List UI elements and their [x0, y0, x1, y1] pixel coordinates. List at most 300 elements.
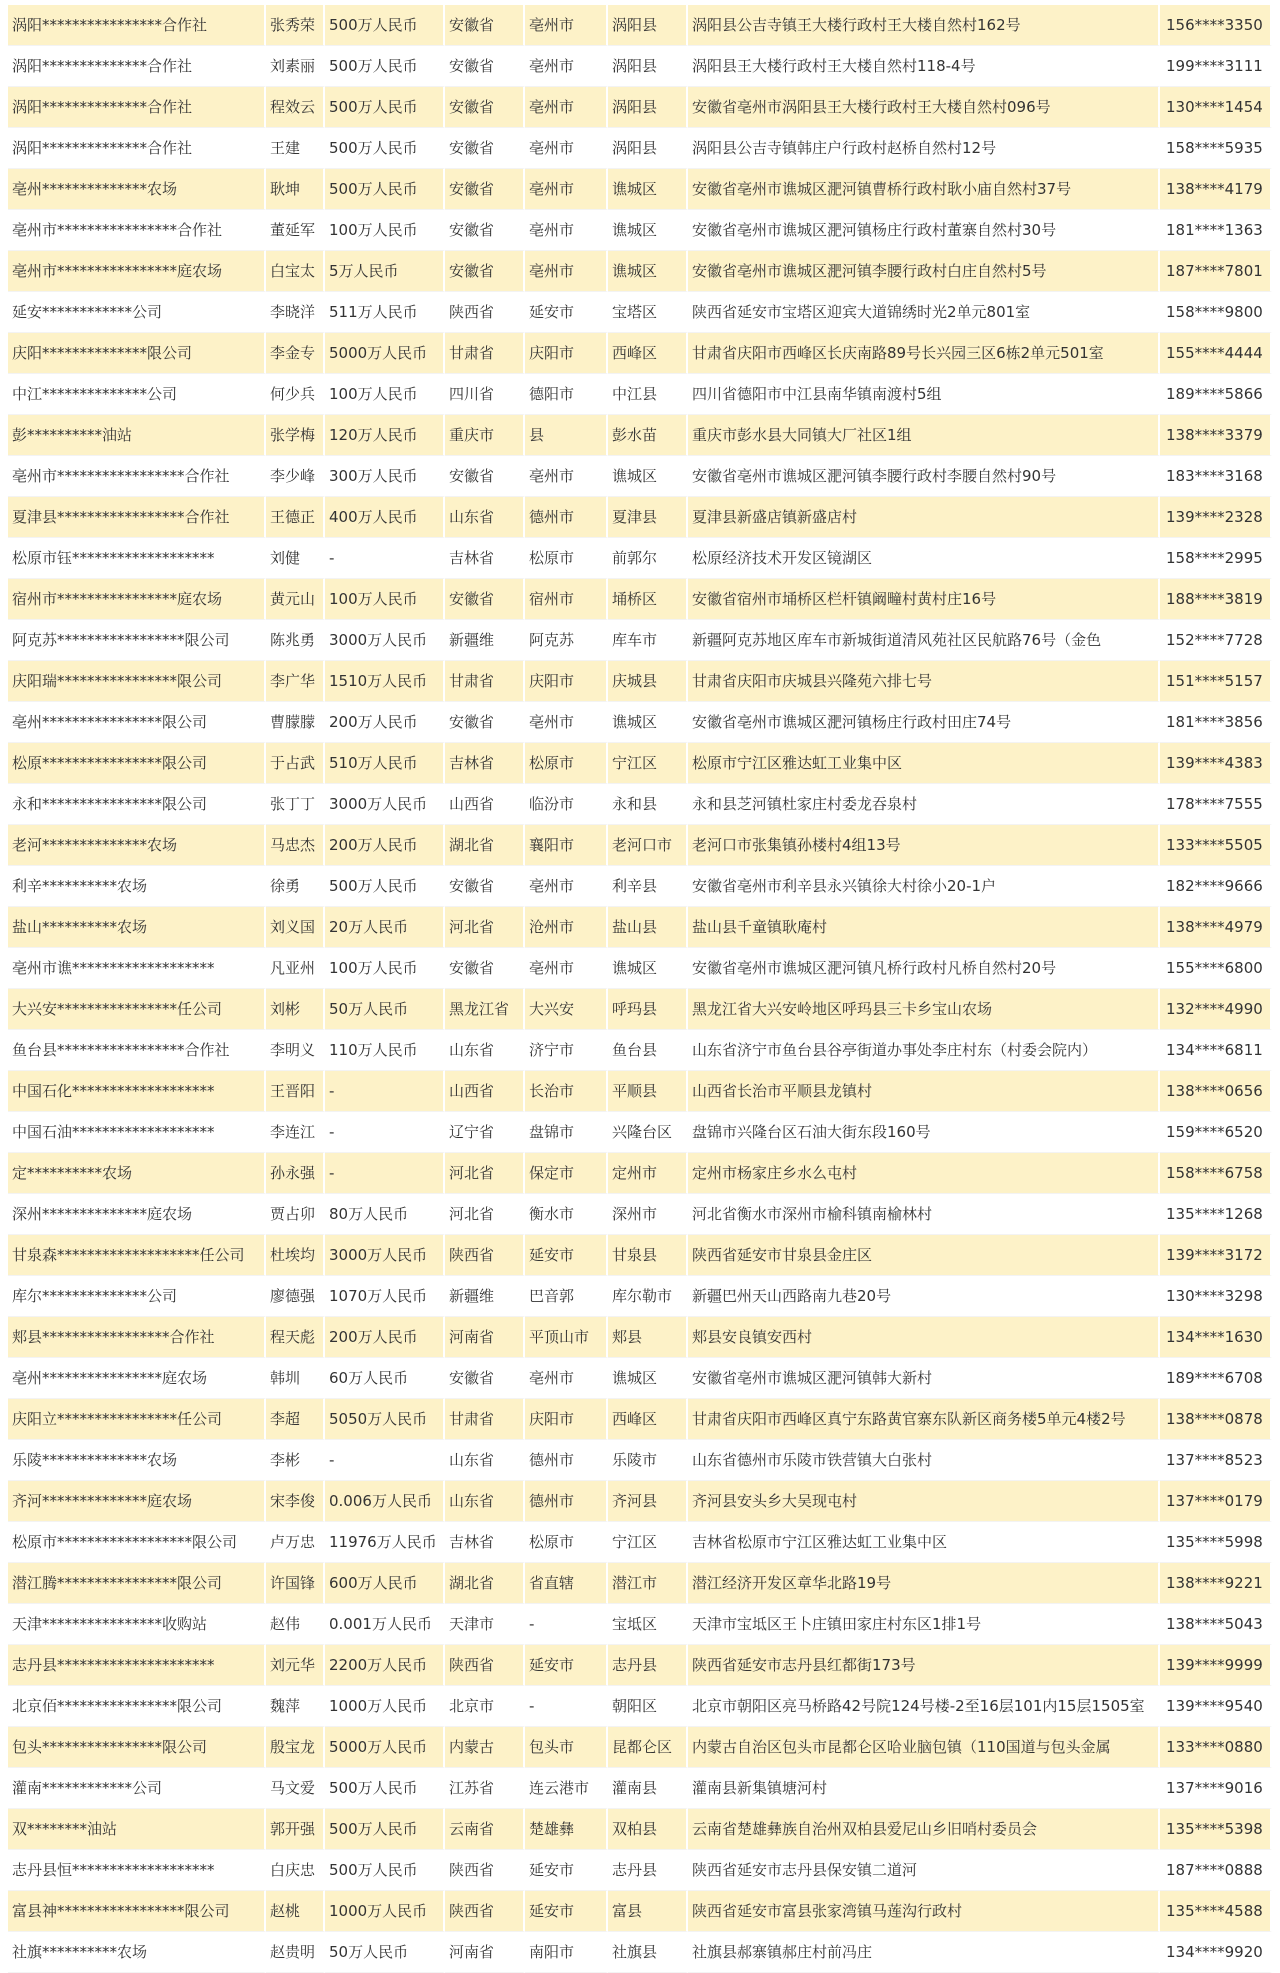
company-name-cell: 庆阳瑞****************限公司 [8, 661, 266, 702]
table-row [8, 1686, 1272, 1727]
table-row [8, 1932, 1272, 1973]
city-cell: 德州市 [525, 1440, 608, 1481]
city-cell: 阿克苏 [525, 620, 608, 661]
legal-rep-cell: 李广华 [266, 661, 325, 702]
city-cell: 亳州市 [525, 46, 608, 87]
address-cell: 社旗县郝寨镇郝庄村前冯庄 [688, 1932, 1160, 1973]
table-row [8, 1440, 1272, 1481]
legal-rep-cell: 耿坤 [266, 169, 325, 210]
company-name-cell: 社旗**********农场 [8, 1932, 266, 1973]
district-cell: 双柏县 [608, 1809, 688, 1850]
district-cell: 兴隆台区 [608, 1112, 688, 1153]
city-cell: 长治市 [525, 1071, 608, 1112]
address-cell: 山西省长治市平顺县龙镇村 [688, 1071, 1160, 1112]
legal-rep-cell: 李金专 [266, 333, 325, 374]
province-cell: 安徽省 [445, 702, 525, 743]
table-row [8, 456, 1272, 497]
capital-cell: 510万人民币 [325, 743, 445, 784]
company-name-cell: 宿州市****************庭农场 [8, 579, 266, 620]
district-cell: 平顺县 [608, 1071, 688, 1112]
phone-cell: 155****4444 [1160, 333, 1272, 374]
company-name-cell: 永和****************限公司 [8, 784, 266, 825]
province-cell: 安徽省 [445, 46, 525, 87]
province-cell: 陕西省 [445, 1235, 525, 1276]
capital-cell: 500万人民币 [325, 1768, 445, 1809]
company-name-cell: 包头****************限公司 [8, 1727, 266, 1768]
address-cell: 盐山县千童镇耿庵村 [688, 907, 1160, 948]
city-cell: 亳州市 [525, 128, 608, 169]
table-row [8, 87, 1272, 128]
table-row [8, 1645, 1272, 1686]
capital-cell: 600万人民币 [325, 1563, 445, 1604]
table-row [8, 210, 1272, 251]
legal-rep-cell: 李超 [266, 1399, 325, 1440]
capital-cell: 500万人民币 [325, 5, 445, 46]
city-cell: 平顶山市 [525, 1317, 608, 1358]
table-row [8, 1030, 1272, 1071]
capital-cell: 100万人民币 [325, 579, 445, 620]
district-cell: 灌南县 [608, 1768, 688, 1809]
address-cell: 黑龙江省大兴安岭地区呼玛县三卡乡宝山农场 [688, 989, 1160, 1030]
legal-rep-cell: 赵桃 [266, 1891, 325, 1932]
phone-cell: 178****7555 [1160, 784, 1272, 825]
legal-rep-cell: 殷宝龙 [266, 1727, 325, 1768]
table-row [8, 866, 1272, 907]
legal-rep-cell: 王晋阳 [266, 1071, 325, 1112]
province-cell: 安徽省 [445, 128, 525, 169]
address-cell: 陕西省延安市富县张家湾镇马莲沟行政村 [688, 1891, 1160, 1932]
address-cell: 安徽省亳州市涡阳县王大楼行政村王大楼自然村096号 [688, 87, 1160, 128]
table-row [8, 1276, 1272, 1317]
address-cell: 安徽省亳州市谯城区淝河镇李腰行政村白庄自然村5号 [688, 251, 1160, 292]
address-cell: 云南省楚雄彝族自治州双柏县爱尼山乡旧哨村委员会 [688, 1809, 1160, 1850]
city-cell: 沧州市 [525, 907, 608, 948]
phone-cell: 158****2995 [1160, 538, 1272, 579]
phone-cell: 182****9666 [1160, 866, 1272, 907]
capital-cell: 500万人民币 [325, 87, 445, 128]
company-name-cell: 志丹县********************* [8, 1645, 266, 1686]
phone-cell: 151****5157 [1160, 661, 1272, 702]
phone-cell: 152****7728 [1160, 620, 1272, 661]
district-cell: 潜江市 [608, 1563, 688, 1604]
address-cell: 天津市宝坻区王卜庄镇田家庄村东区1排1号 [688, 1604, 1160, 1645]
address-cell: 安徽省亳州市谯城区淝河镇杨庄行政村董寨自然村30号 [688, 210, 1160, 251]
district-cell: 谯城区 [608, 948, 688, 989]
table-row [8, 538, 1272, 579]
legal-rep-cell: 许国锋 [266, 1563, 325, 1604]
legal-rep-cell: 王德正 [266, 497, 325, 538]
company-name-cell: 松原市钰******************* [8, 538, 266, 579]
address-cell: 涡阳县公吉寺镇王大楼行政村王大楼自然村162号 [688, 5, 1160, 46]
city-cell: 亳州市 [525, 948, 608, 989]
company-name-cell: 灌南************公司 [8, 1768, 266, 1809]
table-row [8, 1727, 1272, 1768]
legal-rep-cell: 魏萍 [266, 1686, 325, 1727]
address-cell: 河北省衡水市深州市榆科镇南榆林村 [688, 1194, 1160, 1235]
district-cell: 老河口市 [608, 825, 688, 866]
phone-cell: 158****5935 [1160, 128, 1272, 169]
phone-cell: 189****5866 [1160, 374, 1272, 415]
address-cell: 安徽省亳州市谯城区淝河镇凡桥行政村凡桥自然村20号 [688, 948, 1160, 989]
district-cell: 宝塔区 [608, 292, 688, 333]
table-row [8, 1604, 1272, 1645]
company-name-cell: 盐山**********农场 [8, 907, 266, 948]
province-cell: 重庆市 [445, 415, 525, 456]
table-row [8, 1522, 1272, 1563]
address-cell: 潜江经济开发区章华北路19号 [688, 1563, 1160, 1604]
province-cell: 湖北省 [445, 1563, 525, 1604]
city-cell: 南阳市 [525, 1932, 608, 1973]
city-cell: 庆阳市 [525, 1399, 608, 1440]
city-cell: 延安市 [525, 292, 608, 333]
district-cell: 彭水苗 [608, 415, 688, 456]
legal-rep-cell: 刘健 [266, 538, 325, 579]
company-name-cell: 夏津县*****************合作社 [8, 497, 266, 538]
address-cell: 涡阳县公吉寺镇韩庄户行政村赵桥自然村12号 [688, 128, 1160, 169]
district-cell: 宁江区 [608, 743, 688, 784]
city-cell: 楚雄彝 [525, 1809, 608, 1850]
address-cell: 老河口市张集镇孙楼村4组13号 [688, 825, 1160, 866]
province-cell: 陕西省 [445, 1891, 525, 1932]
company-name-cell: 志丹县恒******************* [8, 1850, 266, 1891]
capital-cell: 100万人民币 [325, 948, 445, 989]
table-row [8, 907, 1272, 948]
company-name-cell: 亳州****************庭农场 [8, 1358, 266, 1399]
company-name-cell: 亳州**************农场 [8, 169, 266, 210]
district-cell: 谯城区 [608, 210, 688, 251]
table-row [8, 128, 1272, 169]
capital-cell: 300万人民币 [325, 456, 445, 497]
address-cell: 山东省济宁市鱼台县谷亭街道办事处李庄村东（村委会院内） [688, 1030, 1160, 1071]
city-cell: 巴音郭 [525, 1276, 608, 1317]
table-row [8, 1809, 1272, 1850]
capital-cell: 11976万人民币 [325, 1522, 445, 1563]
legal-rep-cell: 程天彪 [266, 1317, 325, 1358]
table-row [8, 1235, 1272, 1276]
province-cell: 山东省 [445, 1030, 525, 1071]
phone-cell: 134****1630 [1160, 1317, 1272, 1358]
phone-cell: 187****7801 [1160, 251, 1272, 292]
capital-cell: 5000万人民币 [325, 1727, 445, 1768]
province-cell: 安徽省 [445, 948, 525, 989]
city-cell: 松原市 [525, 1522, 608, 1563]
district-cell: 齐河县 [608, 1481, 688, 1522]
address-cell: 新疆阿克苏地区库车市新城街道清风苑社区民航路76号（金色 [688, 620, 1160, 661]
province-cell: 新疆维 [445, 1276, 525, 1317]
phone-cell: 138****9221 [1160, 1563, 1272, 1604]
capital-cell: 1000万人民币 [325, 1891, 445, 1932]
table-row [8, 579, 1272, 620]
capital-cell: - [325, 1440, 445, 1481]
province-cell: 安徽省 [445, 87, 525, 128]
company-name-cell: 定**********农场 [8, 1153, 266, 1194]
city-cell: 亳州市 [525, 87, 608, 128]
capital-cell: 400万人民币 [325, 497, 445, 538]
table-row [8, 661, 1272, 702]
company-name-cell: 中国石油******************* [8, 1112, 266, 1153]
phone-cell: 138****0656 [1160, 1071, 1272, 1112]
table-row [8, 620, 1272, 661]
city-cell: 襄阳市 [525, 825, 608, 866]
district-cell: 呼玛县 [608, 989, 688, 1030]
table-row [8, 292, 1272, 333]
table-row [8, 1317, 1272, 1358]
company-name-cell: 利辛**********农场 [8, 866, 266, 907]
table-row [8, 1768, 1272, 1809]
district-cell: 涡阳县 [608, 87, 688, 128]
table-row [8, 1891, 1272, 1932]
legal-rep-cell: 刘义国 [266, 907, 325, 948]
province-cell: 安徽省 [445, 456, 525, 497]
phone-cell: 134****6811 [1160, 1030, 1272, 1071]
legal-rep-cell: 白庆忠 [266, 1850, 325, 1891]
address-cell: 重庆市彭水县大同镇大厂社区1组 [688, 415, 1160, 456]
province-cell: 黑龙江省 [445, 989, 525, 1030]
capital-cell: 3000万人民币 [325, 784, 445, 825]
company-name-cell: 北京佰****************限公司 [8, 1686, 266, 1727]
phone-cell: 139****9999 [1160, 1645, 1272, 1686]
province-cell: 四川省 [445, 374, 525, 415]
province-cell: 安徽省 [445, 5, 525, 46]
phone-cell: 189****6708 [1160, 1358, 1272, 1399]
province-cell: 江苏省 [445, 1768, 525, 1809]
legal-rep-cell: 马忠杰 [266, 825, 325, 866]
address-cell: 郏县安良镇安西村 [688, 1317, 1160, 1358]
address-cell: 甘肃省庆阳市西峰区真宁东路黄官寨东队新区商务楼5单元4楼2号 [688, 1399, 1160, 1440]
legal-rep-cell: 李晓洋 [266, 292, 325, 333]
province-cell: 河南省 [445, 1317, 525, 1358]
city-cell: 连云港市 [525, 1768, 608, 1809]
legal-rep-cell: 廖德强 [266, 1276, 325, 1317]
company-name-cell: 延安************公司 [8, 292, 266, 333]
table-row [8, 743, 1272, 784]
table-row [8, 1112, 1272, 1153]
capital-cell: 500万人民币 [325, 1850, 445, 1891]
address-cell: 陕西省延安市志丹县保安镇二道河 [688, 1850, 1160, 1891]
phone-cell: 135****4588 [1160, 1891, 1272, 1932]
table-row [8, 1153, 1272, 1194]
city-cell: 松原市 [525, 538, 608, 579]
district-cell: 郏县 [608, 1317, 688, 1358]
city-cell: - [525, 1686, 608, 1727]
table-body [8, 5, 1272, 1973]
address-cell: 安徽省亳州市谯城区淝河镇韩大新村 [688, 1358, 1160, 1399]
company-name-cell: 涡阳****************合作社 [8, 5, 266, 46]
phone-cell: 138****4179 [1160, 169, 1272, 210]
legal-rep-cell: 何少兵 [266, 374, 325, 415]
legal-rep-cell: 王建 [266, 128, 325, 169]
table-row [8, 1071, 1272, 1112]
province-cell: 陕西省 [445, 1645, 525, 1686]
province-cell: 云南省 [445, 1809, 525, 1850]
phone-cell: 156****3350 [1160, 5, 1272, 46]
capital-cell: 20万人民币 [325, 907, 445, 948]
table-row [8, 1481, 1272, 1522]
address-cell: 北京市朝阳区亮马桥路42号院124号楼-2至16层101内15层1505室 [688, 1686, 1160, 1727]
province-cell: 甘肃省 [445, 1399, 525, 1440]
legal-rep-cell: 马文爱 [266, 1768, 325, 1809]
city-cell: 县 [525, 415, 608, 456]
table-row [8, 5, 1272, 46]
province-cell: 安徽省 [445, 579, 525, 620]
address-cell: 松原市宁江区雅达虹工业集中区 [688, 743, 1160, 784]
table-row [8, 46, 1272, 87]
company-name-cell: 深州**************庭农场 [8, 1194, 266, 1235]
capital-cell: 200万人民币 [325, 1317, 445, 1358]
district-cell: 乐陵市 [608, 1440, 688, 1481]
capital-cell: 1000万人民币 [325, 1686, 445, 1727]
legal-rep-cell: 宋李俊 [266, 1481, 325, 1522]
district-cell: 宝坻区 [608, 1604, 688, 1645]
legal-rep-cell: 韩圳 [266, 1358, 325, 1399]
address-cell: 内蒙古自治区包头市昆都仑区哈业脑包镇（110国道与包头金属 [688, 1727, 1160, 1768]
address-cell: 松原经济技术开发区镜湖区 [688, 538, 1160, 579]
city-cell: 德阳市 [525, 374, 608, 415]
city-cell: 盘锦市 [525, 1112, 608, 1153]
province-cell: 山西省 [445, 1071, 525, 1112]
legal-rep-cell: 张秀荣 [266, 5, 325, 46]
city-cell: 亳州市 [525, 210, 608, 251]
company-name-cell: 阿克苏*****************限公司 [8, 620, 266, 661]
capital-cell: 80万人民币 [325, 1194, 445, 1235]
phone-cell: 159****6520 [1160, 1112, 1272, 1153]
company-name-cell: 庆阳**************限公司 [8, 333, 266, 374]
district-cell: 库尔勒市 [608, 1276, 688, 1317]
legal-rep-cell: 张丁丁 [266, 784, 325, 825]
province-cell: 河北省 [445, 907, 525, 948]
address-cell: 安徽省亳州市谯城区淝河镇李腰行政村李腰自然村90号 [688, 456, 1160, 497]
province-cell: 山东省 [445, 497, 525, 538]
company-name-cell: 亳州市谯******************* [8, 948, 266, 989]
legal-rep-cell: 刘素丽 [266, 46, 325, 87]
legal-rep-cell: 李连江 [266, 1112, 325, 1153]
company-name-cell: 中国石化******************* [8, 1071, 266, 1112]
capital-cell: 100万人民币 [325, 210, 445, 251]
district-cell: 涡阳县 [608, 5, 688, 46]
capital-cell: 500万人民币 [325, 866, 445, 907]
district-cell: 永和县 [608, 784, 688, 825]
district-cell: 利辛县 [608, 866, 688, 907]
phone-cell: 138****3379 [1160, 415, 1272, 456]
province-cell: 河南省 [445, 1932, 525, 1973]
phone-cell: 181****3856 [1160, 702, 1272, 743]
capital-cell: 0.006万人民币 [325, 1481, 445, 1522]
district-cell: 谯城区 [608, 456, 688, 497]
capital-cell: 511万人民币 [325, 292, 445, 333]
capital-cell: 5万人民币 [325, 251, 445, 292]
capital-cell: 5050万人民币 [325, 1399, 445, 1440]
province-cell: 河北省 [445, 1194, 525, 1235]
district-cell: 宁江区 [608, 1522, 688, 1563]
city-cell: 延安市 [525, 1891, 608, 1932]
table-row [8, 1194, 1272, 1235]
province-cell: 安徽省 [445, 210, 525, 251]
capital-cell: 500万人民币 [325, 128, 445, 169]
city-cell: 亳州市 [525, 702, 608, 743]
phone-cell: 187****0888 [1160, 1850, 1272, 1891]
legal-rep-cell: 程效云 [266, 87, 325, 128]
province-cell: 安徽省 [445, 1358, 525, 1399]
capital-cell: 500万人民币 [325, 1809, 445, 1850]
table-row [8, 415, 1272, 456]
capital-cell: 3000万人民币 [325, 1235, 445, 1276]
province-cell: 湖北省 [445, 825, 525, 866]
province-cell: 新疆维 [445, 620, 525, 661]
address-cell: 定州市杨家庄乡水么屯村 [688, 1153, 1160, 1194]
district-cell: 谯城区 [608, 251, 688, 292]
phone-cell: 137****9016 [1160, 1768, 1272, 1809]
phone-cell: 133****5505 [1160, 825, 1272, 866]
district-cell: 夏津县 [608, 497, 688, 538]
company-name-cell: 老河**************农场 [8, 825, 266, 866]
legal-rep-cell: 卢万忠 [266, 1522, 325, 1563]
city-cell: 延安市 [525, 1235, 608, 1276]
legal-rep-cell: 张学梅 [266, 415, 325, 456]
address-cell: 盘锦市兴隆台区石油大街东段160号 [688, 1112, 1160, 1153]
company-name-cell: 郏县*****************合作社 [8, 1317, 266, 1358]
city-cell: 衡水市 [525, 1194, 608, 1235]
city-cell: 庆阳市 [525, 333, 608, 374]
phone-cell: 130****1454 [1160, 87, 1272, 128]
city-cell: 延安市 [525, 1850, 608, 1891]
table-row [8, 702, 1272, 743]
address-cell: 安徽省亳州市谯城区淝河镇曹桥行政村耿小庙自然村37号 [688, 169, 1160, 210]
legal-rep-cell: 董延军 [266, 210, 325, 251]
table-row [8, 1399, 1272, 1440]
district-cell: 涡阳县 [608, 46, 688, 87]
phone-cell: 139****9540 [1160, 1686, 1272, 1727]
address-cell: 安徽省亳州市谯城区淝河镇杨庄行政村田庄74号 [688, 702, 1160, 743]
district-cell: 昆都仑区 [608, 1727, 688, 1768]
phone-cell: 135****1268 [1160, 1194, 1272, 1235]
company-name-cell: 亳州****************限公司 [8, 702, 266, 743]
district-cell: 盐山县 [608, 907, 688, 948]
company-name-cell: 涡阳**************合作社 [8, 46, 266, 87]
phone-cell: 133****0880 [1160, 1727, 1272, 1768]
phone-cell: 137****0179 [1160, 1481, 1272, 1522]
company-name-cell: 松原市******************限公司 [8, 1522, 266, 1563]
province-cell: 甘肃省 [445, 661, 525, 702]
table-row [8, 333, 1272, 374]
province-cell: 河北省 [445, 1153, 525, 1194]
capital-cell: 100万人民币 [325, 374, 445, 415]
city-cell: 亳州市 [525, 1358, 608, 1399]
address-cell: 陕西省延安市宝塔区迎宾大道锦绣时光2单元801室 [688, 292, 1160, 333]
district-cell: 定州市 [608, 1153, 688, 1194]
phone-cell: 132****4990 [1160, 989, 1272, 1030]
legal-rep-cell: 李少峰 [266, 456, 325, 497]
table-row [8, 169, 1272, 210]
province-cell: 安徽省 [445, 251, 525, 292]
address-cell: 山东省德州市乐陵市铁营镇大白张村 [688, 1440, 1160, 1481]
company-name-cell: 富县神*****************限公司 [8, 1891, 266, 1932]
district-cell: 社旗县 [608, 1932, 688, 1973]
table-row [8, 1563, 1272, 1604]
company-name-cell: 彭**********油站 [8, 415, 266, 456]
province-cell: 辽宁省 [445, 1112, 525, 1153]
capital-cell: - [325, 1112, 445, 1153]
district-cell: 库车市 [608, 620, 688, 661]
address-cell: 夏津县新盛店镇新盛店村 [688, 497, 1160, 538]
city-cell: 亳州市 [525, 169, 608, 210]
district-cell: 谯城区 [608, 1358, 688, 1399]
city-cell: 亳州市 [525, 866, 608, 907]
district-cell: 朝阳区 [608, 1686, 688, 1727]
company-name-cell: 天津****************收购站 [8, 1604, 266, 1645]
city-cell: 延安市 [525, 1645, 608, 1686]
city-cell: 包头市 [525, 1727, 608, 1768]
table-row [8, 251, 1272, 292]
